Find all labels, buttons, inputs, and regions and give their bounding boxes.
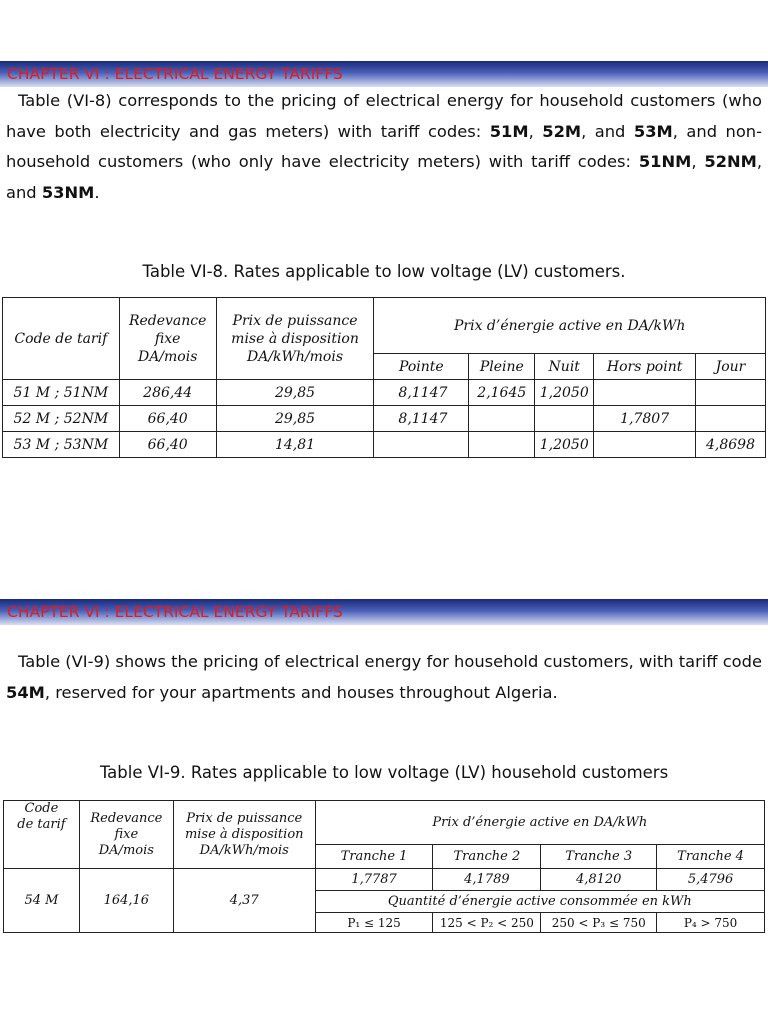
cell-pointe: 8,1147 [374, 406, 469, 432]
table-caption-vi9: Table VI-9. Rates applicable to low voltage (LV) household customers [99, 763, 669, 782]
cell-nuit [535, 406, 594, 432]
subheader-jour: Jour [696, 354, 766, 380]
cell-code: 51 M ; 51NM [3, 380, 120, 406]
intro-paragraph-vi9: Table (VI-9) shows the pricing of electrical energy for household customers, with tariff code 54M, reserved for your apartments and houses throughout Algeria. [6, 652, 762, 702]
cell-redevance: 164,16 [79, 869, 173, 933]
header-prix-energie: Prix d’énergie active en DA/kWh [374, 298, 766, 354]
table-row [3, 406, 766, 432]
cell-price-tranche-4: 5,4796 [657, 869, 765, 891]
header-prix-puissance: Prix de puissance mise à disposition DA/kWh/mois [173, 801, 315, 869]
subheader-nuit: Nuit [535, 354, 594, 380]
cell-redevance: 286,44 [119, 380, 216, 406]
cell-price-tranche-2: 4,1789 [433, 869, 541, 891]
rates-table-vi8 [2, 297, 766, 458]
cell-condition-p1: P₁ ≤ 125 [315, 913, 433, 933]
tariff-code: 51NM [638, 152, 692, 171]
cell-hors-point [594, 432, 696, 458]
tariff-code: 54M [6, 682, 45, 702]
tariff-code: 52M [542, 121, 582, 141]
cell-pointe: 8,1147 [374, 380, 469, 406]
cell-price-tranche-1: 1,7787 [315, 869, 433, 891]
tariff-code: 52NM [704, 152, 757, 171]
chapter-header-bar [0, 61, 768, 87]
tariff-code: 51M [489, 121, 529, 141]
table-row [3, 432, 766, 458]
tariff-code: 53NM [41, 182, 95, 202]
cell-redevance: 66,40 [119, 406, 216, 432]
cell-nuit: 1,2050 [535, 380, 594, 406]
subheader-tranche-1: Tranche 1 [315, 845, 433, 869]
chapter-title: CHAPTER VI : ELECTRICAL ENERGY TARIFFS [7, 65, 343, 83]
intro-paragraph-vi8: Table (VI-8) corresponds to the pricing of electrical energy for household customers (who have both electricity and gas meters) with tariff codes: 51M, 52M, and 53M, and non-household customers (who only have electricity meters) with tariff codes: 51NM, 52NM, and 53NM. [6, 91, 763, 202]
rates-table-vi9 [3, 800, 765, 933]
subheader-tranche-4: Tranche 4 [657, 845, 765, 869]
subheader-pointe: Pointe [374, 354, 469, 380]
cell-prix-puissance: 4,37 [173, 869, 315, 933]
cell-condition-p4: P₄ > 750 [657, 913, 765, 933]
header-prix-puissance: Prix de puissance mise à disposition DA/kWh/mois [216, 298, 374, 380]
cell-redevance: 66,40 [119, 432, 216, 458]
cell-pointe [374, 432, 469, 458]
cell-jour: 4,8698 [696, 432, 766, 458]
cell-jour [696, 406, 766, 432]
cell-condition-p2: 125 < P₂ < 250 [433, 913, 541, 933]
table-row [4, 869, 765, 891]
tariff-code: 53M [633, 121, 673, 141]
cell-hors-point: 1,7807 [594, 406, 696, 432]
cell-pleine [469, 406, 535, 432]
cell-code: 54 M [4, 869, 80, 933]
header-redevance: Redevance fixe DA/mois [119, 298, 216, 380]
header-code-de-tarif: Code de tarif [4, 801, 80, 869]
subheader-tranche-2: Tranche 2 [433, 845, 541, 869]
cell-prix-puissance: 29,85 [216, 406, 374, 432]
cell-jour [696, 380, 766, 406]
cell-quantite-label: Quantité d’énergie active consommée en kWh [315, 891, 764, 913]
table-row [3, 380, 766, 406]
cell-code: 53 M ; 53NM [3, 432, 120, 458]
cell-pleine [469, 432, 535, 458]
subheader-pleine: Pleine [469, 354, 535, 380]
table-caption-vi8: Table VI-8. Rates applicable to low voltage (LV) customers. [142, 262, 626, 281]
cell-nuit: 1,2050 [535, 432, 594, 458]
subheader-tranche-3: Tranche 3 [541, 845, 657, 869]
cell-condition-p3: 250 < P₃ ≤ 750 [541, 913, 657, 933]
chapter-header-bar [0, 599, 768, 625]
cell-code: 52 M ; 52NM [3, 406, 120, 432]
cell-hors-point [594, 380, 696, 406]
cell-pleine: 2,1645 [469, 380, 535, 406]
header-redevance: Redevance fixe DA/mois [79, 801, 173, 869]
cell-prix-puissance: 29,85 [216, 380, 374, 406]
header-code-de-tarif: Code de tarif [3, 298, 120, 380]
subheader-hors-point: Hors point [594, 354, 696, 380]
chapter-title: CHAPTER VI : ELECTRICAL ENERGY TARIFFS [7, 603, 343, 621]
cell-price-tranche-3: 4,8120 [541, 869, 657, 891]
header-prix-energie: Prix d’énergie active en DA/kWh [315, 801, 764, 845]
cell-prix-puissance: 14,81 [216, 432, 374, 458]
